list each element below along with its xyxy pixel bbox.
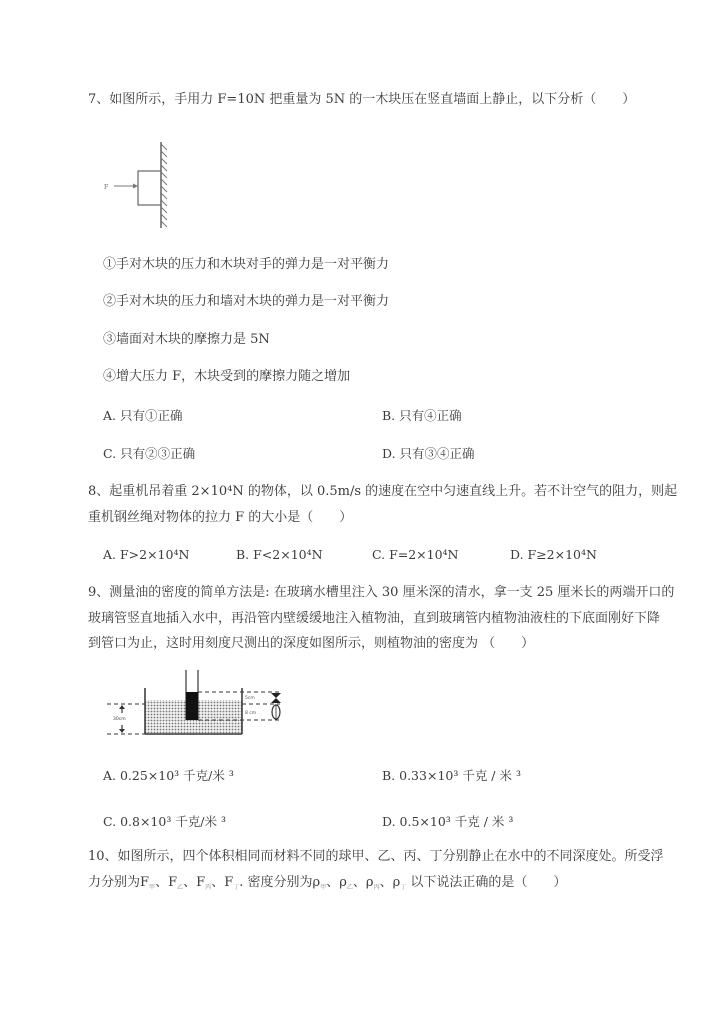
subscript-ding: 丁 xyxy=(233,884,240,891)
subscript-bing: 丙 xyxy=(205,884,212,891)
question-9-figure xyxy=(105,668,295,740)
subscript-ding: 丁 xyxy=(400,884,407,891)
q8-option-b[interactable]: B. F<2×10⁴N xyxy=(236,547,323,562)
q10-mid: . 密度分别为 xyxy=(239,875,313,890)
question-9-stem-line1: 9、测量油的密度的简单方法是: 在玻璃水槽里注入 30 厘米深的清水，拿一支 25 厘米长的两端开口的 xyxy=(88,585,675,600)
question-9-stem-line2: 玻璃管竖直地插入水中，再沿管内壁缓缓地注入植物油，直到玻璃管内植物油液柱的下底面刚好下降 xyxy=(88,611,661,626)
block-wall-diagram xyxy=(95,138,185,230)
force-symbol: F xyxy=(224,875,234,890)
question-7-stem: 7、如图所示，手用力 F=10N 把重量为 5N 的一木块压在竖直墙面上静止，以下分析（ ） xyxy=(88,92,636,107)
svg-text:8 cm: 8 cm xyxy=(245,711,257,716)
rho-symbol: ρ xyxy=(339,875,347,890)
svg-text:5cm: 5cm xyxy=(245,696,255,701)
separator: 、 xyxy=(183,875,197,890)
q8-option-a[interactable]: A. F>2×10⁴N xyxy=(103,547,190,562)
question-7-figure xyxy=(95,138,185,230)
q10-prefix: 力分别为 xyxy=(88,875,141,890)
question-9-stem-line3: 到管口为止，这时用刻度尺测出的深度如图所示，则植物油的密度为 （ ） xyxy=(88,636,535,651)
q9-option-d[interactable]: D. 0.5×10³ 千克 / 米 ³ xyxy=(382,814,514,829)
separator: 、 xyxy=(155,875,169,890)
subscript-yi: 乙 xyxy=(346,884,353,891)
question-8-stem-line1: 8、起重机吊着重 2×10⁴N 的物体，以 0.5m/s 的速度在空中匀速直线上升。若不计空气的阻力，则起 xyxy=(88,484,678,499)
q7-option-d[interactable]: D. 只有③④正确 xyxy=(382,446,475,461)
rho-symbol: ρ xyxy=(392,875,401,890)
separator: 、 xyxy=(326,875,340,890)
q9-option-c[interactable]: C. 0.8×10³ 千克/米 ³ xyxy=(103,814,227,829)
subscript-jia: 甲 xyxy=(320,884,327,891)
q7-option-a[interactable]: A. 只有①正确 xyxy=(103,408,183,423)
force-symbol: F xyxy=(196,875,206,890)
question-10-stem-line1: 10、如图所示，四个体积相同而材料不同的球甲、乙、丙、丁分别静止在水中的不同深度处。所受浮 xyxy=(88,849,664,864)
separator: 、 xyxy=(379,875,393,890)
tank-tube-diagram xyxy=(105,668,295,740)
subscript-bing: 丙 xyxy=(373,884,380,891)
q8-option-d[interactable]: D. F≥2×10⁴N xyxy=(510,547,597,562)
separator: 、 xyxy=(211,875,225,890)
statement-3: ③墙面对木块的摩擦力是 5N xyxy=(103,332,270,347)
force-symbol: F xyxy=(140,875,150,890)
statement-4: ④增大压力 F，木块受到的摩擦力随之增加 xyxy=(103,369,351,384)
svg-text:30cm: 30cm xyxy=(113,717,126,722)
force-symbol: F xyxy=(168,875,178,890)
q9-option-b[interactable]: B. 0.33×10³ 千克 / 米 ³ xyxy=(382,768,521,783)
q9-option-a[interactable]: A. 0.25×10³ 千克/米 ³ xyxy=(103,768,234,783)
q7-option-c[interactable]: C. 只有②③正确 xyxy=(103,446,196,461)
svg-text:F: F xyxy=(104,184,109,191)
q8-option-c[interactable]: C. F=2×10⁴N xyxy=(372,547,459,562)
question-10-stem-line2 xyxy=(88,874,566,897)
question-8-stem-line2: 重机钢丝绳对物体的拉力 F 的大小是（ ） xyxy=(88,510,353,525)
q10-suffix: 以下说法正确的是（ ） xyxy=(406,875,567,890)
rho-symbol: ρ xyxy=(312,875,321,890)
q7-option-b[interactable]: B. 只有④正确 xyxy=(382,408,462,423)
separator: 、 xyxy=(352,875,366,890)
statement-2: ②手对木块的压力和墙对木块的弹力是一对平衡力 xyxy=(103,294,390,309)
rho-symbol: ρ xyxy=(365,875,374,890)
subscript-jia: 甲 xyxy=(149,884,156,891)
statement-1: ①手对木块的压力和木块对手的弹力是一对平衡力 xyxy=(103,257,390,272)
subscript-yi: 乙 xyxy=(177,884,184,891)
